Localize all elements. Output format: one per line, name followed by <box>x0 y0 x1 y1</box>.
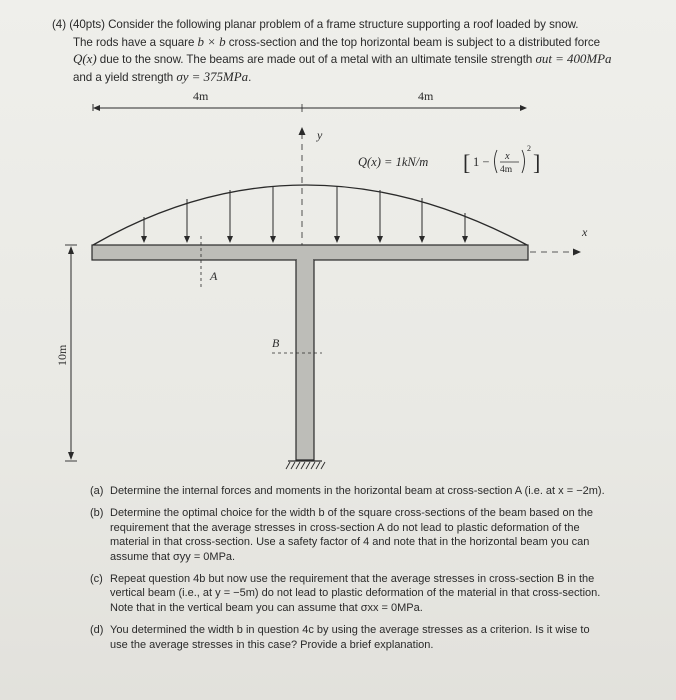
y-axis <box>299 127 324 245</box>
width-dimension <box>93 89 527 112</box>
fixed-support <box>286 461 325 469</box>
y-axis-label: y <box>317 128 323 142</box>
intro-text: cross-section and the top horizontal beam is subject to a distributed <box>228 35 572 49</box>
dim-right-label: 4m <box>418 89 434 103</box>
vertical-column <box>296 260 314 460</box>
math-qx: Q(x) <box>73 51 97 67</box>
math-sigma-ut: σut = 400MPa <box>535 51 612 67</box>
section-a-marker <box>201 236 218 287</box>
intro-text: . <box>248 70 252 84</box>
question-text: Repeat question 4b but now use the requirement that the average stresses in cross-section B in the vertical beam (i.e., at y = −5m) do not lead to plastic deformation of the material in that cross-section. Note that in the vertical beam you can assume that σxx = 0MPa. <box>110 573 601 614</box>
height-dimension <box>55 245 77 461</box>
question-d <box>90 623 610 652</box>
question-label: (b) <box>90 507 104 520</box>
x-axis <box>530 225 588 256</box>
horizontal-beam <box>92 245 528 260</box>
question-text: You determined the width b in question 4c by using the average stresses as a criterion. Is it wise to use the average stresses in this case? Provide a brief explanation. <box>110 624 590 651</box>
x-axis-label: x <box>582 225 588 239</box>
problem-number: (4) <box>52 18 67 31</box>
load-formula <box>358 144 540 175</box>
problem-points: (40pts) <box>69 18 105 31</box>
question-label: (c) <box>90 573 103 586</box>
load-frac-num: x <box>505 151 510 162</box>
intro-text: and a yield strength <box>73 70 174 84</box>
load-formula-lhs: Q(x) = 1kN/m <box>358 155 429 169</box>
math-sigma-y: σy = 375MPa <box>176 68 249 84</box>
question-label: (a) <box>90 485 104 497</box>
intro-text: The rods have a square <box>73 35 195 49</box>
question-b <box>90 506 610 564</box>
load-bracket-close: ] <box>533 150 541 175</box>
question-text: Determine the optimal choice for the width b of the square cross-sections of the beam based on the requirement that the average stresses in cross-section A do not lead to plastic deformation of the material in that cross-section. Use a safety factor of 4 and note that in the horizontal beam you can assume that σyy = 0MPa. <box>110 507 594 563</box>
height-label: 10m <box>55 344 69 366</box>
section-a-label: A <box>210 269 218 283</box>
math-bxb: b × b <box>197 33 226 49</box>
question-c <box>90 572 610 615</box>
load-frac-den: 4m <box>500 165 513 175</box>
distributed-load <box>93 185 527 245</box>
intro-text: due to the snow. The beams are made out of a metal with an ultimate tensile strength <box>99 53 533 67</box>
section-b-label: B <box>272 336 280 350</box>
intro-text: force <box>574 35 601 49</box>
questions-list <box>90 484 610 660</box>
question-label: (d) <box>90 624 104 637</box>
load-bracket-open: [ <box>463 150 471 175</box>
intro-line-1: Consider the following planar problem of a frame structure supporting a roof loaded by snow. <box>108 18 579 31</box>
load-one-minus: 1 − <box>473 155 490 169</box>
question-text: Determine the internal forces and moments in the horizontal beam at cross-section A (i.e. at x = −2m). <box>110 485 605 497</box>
question-a <box>90 484 610 498</box>
load-exponent: 2 <box>527 144 531 153</box>
dim-left-label: 4m <box>193 89 209 103</box>
